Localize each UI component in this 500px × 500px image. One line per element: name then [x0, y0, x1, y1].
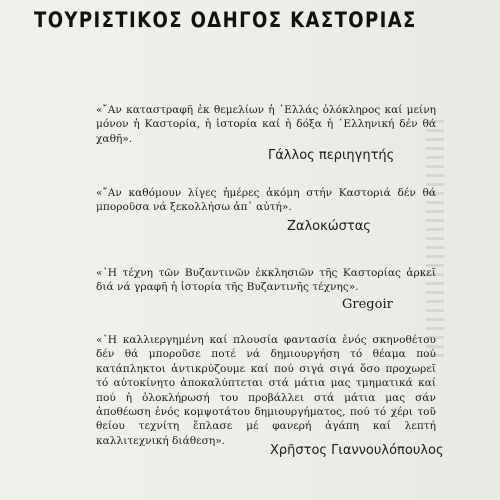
quote-author: Gregoir [342, 297, 393, 312]
quote-text: «῾Η τέχνη τῶν Βυζαντινῶν ἐκκλησιῶν τῆς Καστορίας ἀρκεῖ διά νά γραφῆ ἡ ἱστορία τῆς Βυζαντινῆς τέχνης». [96, 267, 436, 294]
quote-author: Ζαλοκώστας [287, 219, 371, 234]
quote-text: «῎Αν καταστραφῆ ἐκ θεμελίων ἡ ῾Ελλάς ὁλόκληρος καί μείνη μόνον ἡ Καστορία, ἡ ἱστορία καί ἡ δόξα ἡ ῾Ελληνική δέν θά χαθῆ». [96, 104, 436, 145]
page-title: ΤΟΥΡΙΣΤΙΚΟΣ ΟΔΗΓΟΣ ΚΑΣΤΟΡΙΑΣ [34, 8, 417, 32]
quote-text: «῎Αν καθόμουν λίγες ἡμέρες ἀκόμη στήν Καστοριά δέν θά μποροῦσα νά ξεκολλήσω ἀπ᾿ αὐτή». [96, 187, 436, 214]
quote-author: Γάλλος περιηγητής [268, 148, 395, 163]
quote-author: Χρῆστος Γιαννουλόπουλος [270, 443, 444, 458]
quote-text: «῾Η καλλιεργημένη καί πλουσία φαντασία ἑνός σκηνοθέτου δέν θά μποροῦσε ποτέ νά δημιουργήση τό θέαμα πού κατάπληκτοι ἀντικρύζουμε καί πού σιγά σιγά ὅσο προχωρεῖ τό αὐτοκίνητο ἀποκαλύπτεται στά μάτια μας τμηματικά καί πού ἡ ὁλοκλήρωσή του προβάλλει στά μάτια μας σάν ἀποθέωση ἑνός κομψοτάτου δημιουργήματος, πού τό χέρι τοῦ θείου τεχνίτη ἔπλασε μέ φανερή ἀγάπη καί λεπτή καλλιτεχνική διάθεση». [96, 334, 436, 447]
bleed-through-text [426, 120, 444, 360]
